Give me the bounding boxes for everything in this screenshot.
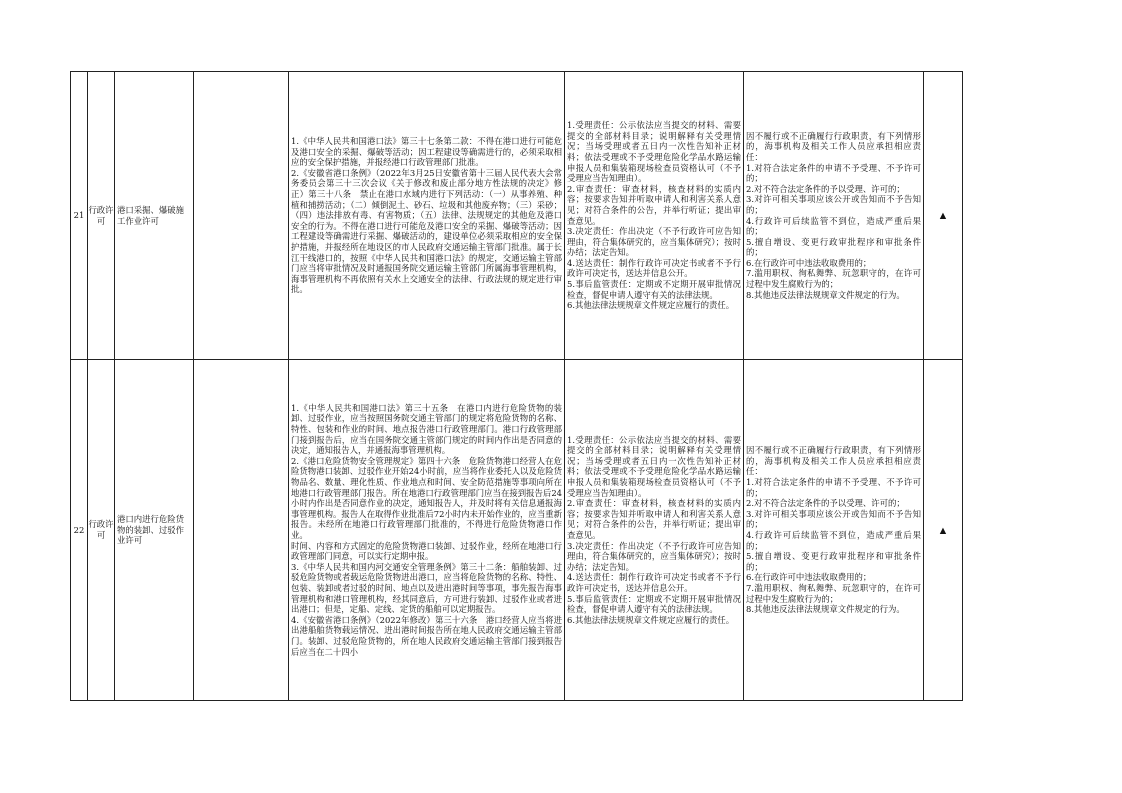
accountability-item: 8.其他违反法律法规规章文件规定的行为。 (746, 604, 905, 615)
accountability-item: 7.滥用职权、徇私舞弊、玩忽职守的，在许可过程中发生腐败行为的； (746, 582, 921, 604)
authority-table (70, 71, 963, 701)
responsibility-list (565, 72, 744, 360)
basis-paragraph: 2.《港口危险货物安全管理规定》第四十六条 危险货物港口经营人在危险货物港口装卸、过驳作业开始24小时前，应当将作业委托人以及危险货物品名、数量、理化性质、作业地点和时间、安全防范措施等事项向所在地港口行政管理部门报告。所在地港口行政管理部门应当在接到报告后24小时内作出是否同意作业的决定，通知报告人，并及时将有关信息通报海事管理机构。报告人在取得作业批准后72小时内未开始作业的，应当重新报告。未经所在地港口行政管理部门批准的，不得进行危险货物港口作业。 (291, 455, 562, 540)
accountability-item: 3.对许可相关事项应该公开或告知而不予告知的； (746, 194, 921, 215)
responsibility-list (565, 360, 744, 701)
accountability-item: 因不履行或不正确履行行政职责，有下列情形的，海事机构及相关工作人员应承担相应责任： (746, 130, 921, 162)
accountability-item: 6.在行政许可中违法收取费用的； (746, 257, 872, 268)
responsibility-item: 4.送达责任：制作行政许可决定书或者不予行政许可决定书，送达并信息公开。 (567, 572, 741, 593)
blank-cell (194, 360, 289, 701)
accountability-list (744, 72, 924, 360)
accountability-item: 3.对许可相关事项应该公开或告知而不予告知的； (746, 508, 921, 530)
item-type: 行政许可 (88, 72, 115, 360)
table-row (71, 360, 963, 701)
responsibility-item: 6.其他法律法规规章文件规定应履行的责任。 (567, 614, 735, 625)
responsibility-item: 2.审查责任：审查材料，核查材料的实质内容；按要求告知并听取申请人和利害关系人意见；对符合条件的公告，并举行听证；提出审查意见。 (567, 498, 741, 540)
accountability-item: 8.其他违反法律法规规章文件规定的行为。 (746, 289, 905, 300)
accountability-item: 7.滥用职权、徇私舞弊、玩忽职守的，在许可过程中发生腐败行为的； (746, 268, 921, 290)
accountability-item: 4.行政许可后续监管不到位，造成严重后果的； (746, 215, 921, 237)
responsibility-item: 5.事后监管责任：定期或不定期开展审批情况检查，督促申请人遵守有关的法律法规。 (567, 279, 741, 300)
legal-basis (289, 72, 565, 360)
triangle-mark-icon: ▲ (924, 72, 963, 360)
accountability-item: 5.擅自增设、变更行政审批程序和审批条件的； (746, 236, 921, 258)
accountability-item: 5.擅自增设、变更行政审批程序和审批条件的； (746, 551, 921, 572)
responsibility-item: 1.受理责任：公示依法应当提交的材料、需要提交的全部材料目录；说明解释有关受理情况；当场受理或者五日内一次性告知补正材料；依法受理或不予受理危险化学品水路运输申报人员和集装箱现场检查员资格认可（不予受理应当告知理由）。 (567, 120, 741, 184)
accountability-item: 1.对符合法定条件的申请不予受理、不予许可的； (746, 477, 921, 498)
basis-paragraph: 时间、内容和方式固定的危险货物港口装卸、过驳作业，经所在地港口行政管理部门同意，可以实行定期申报。 (291, 540, 562, 562)
accountability-item: 4.行政许可后续监管不到位，造成严重后果的； (746, 530, 921, 551)
responsibility-item: 2.审查责任：审查材料，核查材料的实质内容；按要求告知并听取申请人和利害关系人意见；对符合条件的公告，并举行听证；提出审查意见。 (567, 183, 741, 226)
basis-paragraph: 1.《中华人民共和国港口法》第三十五条 在港口内进行危险货物的装卸、过驳作业，应当按照国务院交通主管部门的规定将危险货物的名称、特性、包装和作业的时间、地点报告港口行政管理部门。港口行政管理部门接到报告后，应当在国务院交通主管部门规定的时间内作出是否同意的决定，通知报告人，并通报海事管理机构。 (291, 402, 562, 456)
accountability-item: 2.对不符合法定条件的予以受理、许可的； (746, 498, 905, 509)
accountability-item: 1.对符合法定条件的申请不予受理、不予许可的； (746, 162, 921, 184)
accountability-item: 2.对不符合法定条件的予以受理、许可的； (746, 183, 905, 194)
responsibility-item: 6.其他法律法规规章文件规定应履行的责任。 (567, 300, 735, 311)
responsibility-item: 3.决定责任：作出决定（不予行政许可应告知理由，符合集体研究的，应当集体研究）；按时办结；法定告知。 (567, 540, 741, 572)
basis-paragraph: 3.《中华人民共和国内河交通安全管理条例》第三十二条：船舶装卸、过驳危险货物或者载运危险货物进出港口，应当将危险货物的名称、特性、包装、装卸或者过驳的时间、地点以及进出港时间等事项，事先报告海事管理机构和港口管理机构，经其同意后，方可进行装卸、过驳作业或者进出港口；但是，定船、定线、定货的船舶可以定期报告。 (291, 561, 562, 615)
accountability-item: 因不履行或不正确履行行政职责，有下列情形的，海事机构及相关工作人员应承担相应责任： (746, 445, 921, 477)
row-index: 22 (71, 360, 88, 701)
responsibility-item: 4.送达责任：制作行政许可决定书或者不予行政许可决定书，送达并信息公开。 (567, 257, 741, 279)
responsibility-item: 3.决定责任：作出决定（不予行政许可应告知理由，符合集体研究的，应当集体研究）；按时办结；法定告知。 (567, 226, 741, 258)
item-name: 港口采掘、爆破施工作业许可 (115, 72, 194, 360)
accountability-item: 6.在行政许可中违法收取费用的； (746, 572, 872, 583)
legal-basis (289, 360, 565, 701)
row-index: 21 (71, 72, 88, 360)
basis-paragraph: 1.《中华人民共和国港口法》第三十七条第二款：不得在港口进行可能危及港口安全的采掘、爆破等活动；因工程建设等确需进行的，必须采取相应的安全保护措施，并报经港口行政管理部门批准。 (291, 136, 562, 168)
responsibility-item: 1.受理责任：公示依法应当提交的材料、需要提交的全部材料目录；说明解释有关受理情况；当场受理或者五日内一次性告知补正材料；依法受理或不予受理危险化学品水路运输申报人员和集装箱现场检查员资格认可（不予受理应当告知理由）。 (567, 434, 741, 498)
blank-cell (194, 72, 289, 360)
accountability-list (744, 360, 924, 701)
basis-paragraph: 2.《安徽省港口条例》（2022年3月25日安徽省第十三届人民代表大会常务委员会第三十三次会议《关于修改和废止部分地方性法规的决定》修正）第三十八条 禁止在港口水域内进行下列活动：（一）从事养殖、种植和捕捞活动；（二）倾倒泥土、砂石、垃圾和其他废弃物；（三）采砂；（四）违法排放有毒、有害物质；（五）法律、法规规定的其他危及港口安全的行为。不得在港口进行可能危及港口安全的采掘、爆破等活动；因工程建设等确需进行采掘、爆破活动的，建设单位必须采取相应的安全保护措施，并报经所在地设区的市人民政府交通运输主管部门批准。属于长江干线港口的，按照《中华人民共和国港口法》的规定，交通运输主管部门应当将审批情况及时通报国务院交通运输主管部门所属海事管理机构，海事管理机构不再依照有关水上交通安全的法律、行政法规的规定进行审批。 (291, 167, 562, 295)
triangle-mark-icon: ▲ (924, 360, 963, 701)
table-row (71, 72, 963, 360)
basis-paragraph: 4.《安徽省港口条例》（2022年修改）第三十六条 港口经营人应当将进出港船舶货物载运情况、进出港时间报告所在地人民政府交通运输主管部门。装卸、过驳危险货物的，所在地人民政府交通运输主管部门接到报告后应当在二十四小 (291, 614, 562, 657)
responsibility-item: 5.事后监管责任：定期或不定期开展审批情况检查，督促申请人遵守有关的法律法规。 (567, 593, 741, 615)
item-name: 港口内进行危险货物的装卸、过驳作业许可 (115, 360, 194, 701)
item-type: 行政许可 (88, 360, 115, 701)
